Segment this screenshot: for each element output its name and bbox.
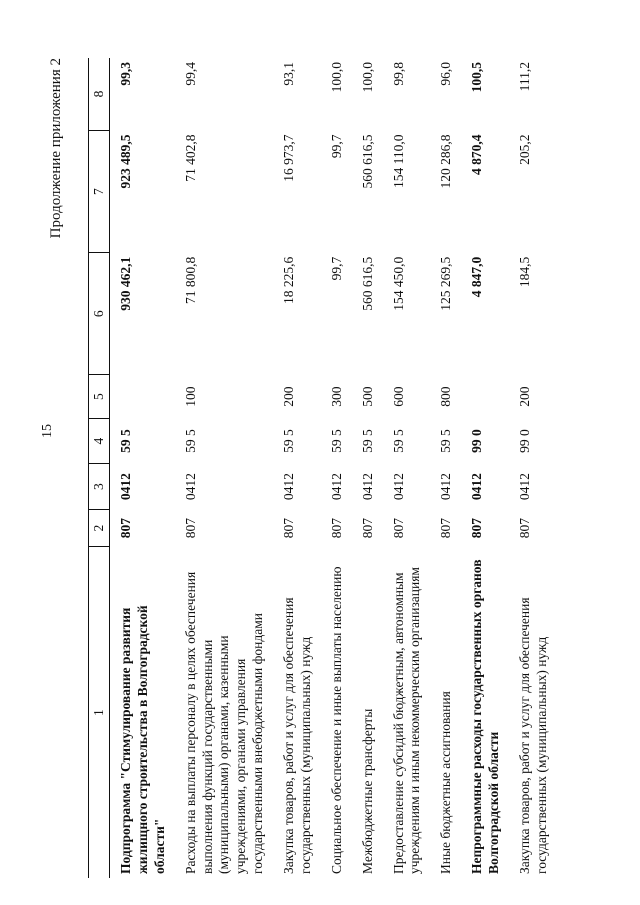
row-ved: 807 bbox=[469, 517, 485, 539]
row-pct: 93,1 bbox=[281, 62, 296, 86]
row-name: Социальное обеспечение и иные выплаты населению bbox=[328, 566, 344, 874]
row-csr: 59 5 bbox=[118, 429, 133, 453]
row-fact: 205,2 bbox=[516, 134, 532, 165]
row-rzpr: 0412 bbox=[182, 473, 198, 501]
row-plan: 99,7 bbox=[328, 256, 344, 281]
header-col-6: 6 bbox=[89, 253, 110, 375]
row-csr: 99 0 bbox=[469, 429, 485, 453]
header-col-4: 4 bbox=[89, 418, 110, 464]
row-fact: 99,7 bbox=[328, 134, 344, 159]
table-row bbox=[110, 58, 175, 878]
row-pct: 99,3 bbox=[118, 62, 133, 86]
row-fact: 71 402,8 bbox=[182, 134, 198, 182]
row-fact: 120 286,8 bbox=[438, 134, 454, 189]
table-row bbox=[383, 58, 431, 878]
row-csr: 99 0 bbox=[516, 429, 532, 453]
continuation-label: Продолжение приложения 2 bbox=[48, 58, 64, 239]
row-vr: 100 bbox=[182, 386, 198, 407]
table-row bbox=[509, 58, 557, 878]
row-vr bbox=[461, 375, 509, 418]
table-row bbox=[461, 58, 509, 878]
row-rzpr: 0412 bbox=[516, 473, 532, 501]
row-pct: 96,0 bbox=[438, 62, 454, 86]
header-col-1: 1 bbox=[89, 547, 110, 878]
table-row bbox=[273, 58, 321, 878]
row-fact: 16 973,7 bbox=[281, 134, 296, 182]
row-vr: 200 bbox=[281, 386, 296, 407]
row-name: Непрограммные расходы государственных органов Волгоградской области bbox=[469, 559, 501, 874]
row-plan: 71 800,8 bbox=[182, 256, 198, 304]
header-col-2: 2 bbox=[89, 509, 110, 546]
row-plan: 154 450,0 bbox=[390, 256, 406, 311]
row-ved: 807 bbox=[182, 517, 198, 539]
row-name: Предоставление субсидий бюджетным, автономным учреждениям и иным некоммерческим организациям bbox=[390, 567, 423, 874]
header-col-5: 5 bbox=[89, 375, 110, 418]
row-rzpr: 0412 bbox=[328, 473, 344, 501]
row-fact: 4 870,4 bbox=[469, 134, 485, 176]
budget-table bbox=[88, 58, 557, 878]
row-fact: 923 489,5 bbox=[118, 134, 133, 189]
row-rzpr: 0412 bbox=[469, 473, 485, 501]
row-csr: 59 5 bbox=[390, 429, 406, 453]
header-col-3: 3 bbox=[89, 464, 110, 510]
row-pct: 99,8 bbox=[390, 62, 406, 86]
table-row bbox=[430, 58, 461, 878]
row-ved: 807 bbox=[118, 517, 133, 539]
table-row bbox=[321, 58, 352, 878]
row-fact: 560 616,5 bbox=[359, 134, 375, 189]
row-name: Подпрограмма "Стимулирование развития жилищного строительства в Волгоградской области" bbox=[118, 605, 167, 874]
row-name: Расходы на выплаты персоналу в целях обеспечения выполнения функций государственными (муниципальными) органами, казенными учреждениями, органами управления государственными внебюджетными фондами bbox=[182, 571, 266, 874]
row-vr: 300 bbox=[328, 386, 344, 407]
row-vr bbox=[110, 375, 175, 418]
row-csr: 59 5 bbox=[359, 429, 375, 453]
row-csr: 59 5 bbox=[182, 429, 198, 453]
row-ved: 807 bbox=[438, 517, 454, 539]
table-row bbox=[352, 58, 383, 878]
header-col-8: 8 bbox=[89, 58, 110, 131]
row-pct: 99,4 bbox=[182, 62, 198, 86]
row-plan: 125 269,5 bbox=[438, 256, 454, 311]
header-col-7: 7 bbox=[89, 131, 110, 253]
row-pct: 100,0 bbox=[328, 62, 344, 93]
row-rzpr: 0412 bbox=[438, 473, 454, 501]
row-fact: 154 110,0 bbox=[390, 134, 406, 189]
row-pct: 111,2 bbox=[516, 62, 532, 92]
row-rzpr: 0412 bbox=[359, 473, 375, 501]
table-row bbox=[175, 58, 273, 878]
row-csr: 59 5 bbox=[328, 429, 344, 453]
row-csr: 59 5 bbox=[438, 429, 454, 453]
rotated-page-content bbox=[48, 38, 588, 878]
row-plan: 560 616,5 bbox=[359, 256, 375, 311]
row-pct: 100,5 bbox=[469, 62, 485, 93]
row-csr: 59 5 bbox=[281, 429, 296, 453]
row-plan: 184,5 bbox=[516, 256, 532, 288]
row-plan: 930 462,1 bbox=[118, 256, 133, 311]
row-rzpr: 0412 bbox=[118, 473, 133, 501]
row-ved: 807 bbox=[359, 517, 375, 539]
table-header-row bbox=[89, 58, 110, 878]
row-ved: 807 bbox=[281, 517, 296, 539]
row-ved: 807 bbox=[516, 517, 532, 539]
row-vr: 800 bbox=[438, 386, 454, 407]
row-rzpr: 0412 bbox=[390, 473, 406, 501]
row-rzpr: 0412 bbox=[281, 473, 296, 501]
row-pct: 100,0 bbox=[359, 62, 375, 93]
row-name: Закупка товаров, работ и услуг для обеспечения государственных (муниципальных) нужд bbox=[516, 597, 549, 874]
row-ved: 807 bbox=[390, 517, 406, 539]
row-name: Межбюджетные трансферты bbox=[359, 708, 375, 874]
row-plan: 18 225,6 bbox=[281, 256, 296, 304]
row-plan: 4 847,0 bbox=[469, 256, 485, 298]
row-vr: 600 bbox=[390, 386, 406, 407]
row-vr: 500 bbox=[359, 386, 375, 407]
row-name: Иные бюджетные ассигнования bbox=[438, 691, 454, 874]
page-number: 15 bbox=[40, 424, 55, 438]
row-vr: 200 bbox=[516, 386, 532, 407]
row-ved: 807 bbox=[328, 517, 344, 539]
row-name: Закупка товаров, работ и услуг для обеспечения государственных (муниципальных) нужд bbox=[281, 597, 313, 874]
